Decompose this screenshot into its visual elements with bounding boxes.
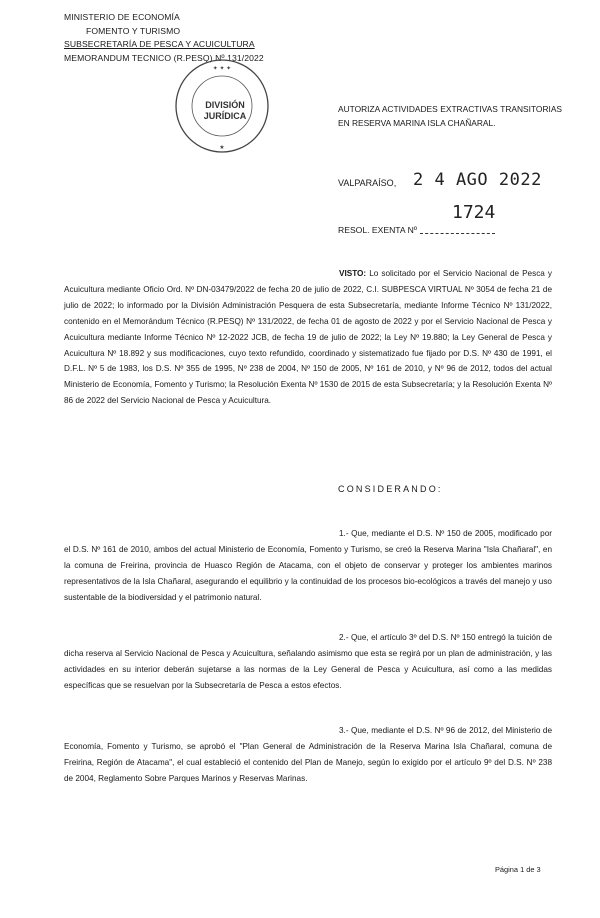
subsecretaria-name: SUBSECRETARÍA DE PESCA Y ACUICULTURA <box>64 39 255 49</box>
considerando-item-text: 2.- Que, el artículo 3º del D.S. Nº 150 entregó la tuición de dicha reserva al Servicio Nacional de Pesca y Acuicultura, señalando asimismo que esta se regirá por un plan de administración, y las actividades en su interior deberán sujetarse a las normas de la Ley General de Pesca y Acuicultura, así como a las medidas específicas que se resuelvan por la Subsecretaría de Pesca a estos efectos. <box>64 633 552 690</box>
considerando-item <box>64 526 552 606</box>
considerando-item <box>64 630 552 694</box>
considerando-item-text: 1.- Que, mediante el D.S. Nº 150 de 2005, modificado por el D.S. Nº 161 de 2010, ambos del actual Ministerio de Economía, Fomento y Turismo, se creó la Reserva Marina "Isla Chañaral", en la comuna de Freirina, provincia de Huasco Región de Atacama, con el objeto de conservar y proteger los ambientes marinos representativos de la Isla Chañaral, asegurando el equilibrio y la continuidad de los procesos bio-ecológicos a través del manejo y uso sustentable de la biodiversidad y el patrimonio natural. <box>64 529 552 602</box>
stamp-label <box>200 100 250 122</box>
resolution-number-line <box>420 225 495 234</box>
resolution-label: RESOL. EXENTA Nº <box>338 225 417 235</box>
considerando-item-text: 3.- Que, mediante el D.S. Nº 96 de 2012, del Ministerio de Economía, Fomento y Turismo, se aprobó el "Plan General de Administración de la Reserva Marina Isla Chañaral, comuna de Freirina, Región de Atacama", el cual estableció el contenido del Plan de Manejo, según lo exigido por el artículo 9º del D.S. Nº 238 de 2004, Reglamento Sobre Parques Marinos y Reservas Marinas. <box>64 726 552 783</box>
visto-paragraph <box>64 266 552 409</box>
svg-text:★: ★ <box>219 145 225 151</box>
considerando-heading: CONSIDERANDO: <box>338 484 443 494</box>
resolution-subject: AUTORIZA ACTIVIDADES EXTRACTIVAS TRANSITORIAS EN RESERVA MARINA ISLA CHAÑARAL. <box>338 104 562 128</box>
svg-text:✦ ✦ ✦: ✦ ✦ ✦ <box>212 66 232 72</box>
visto-title: VISTO: <box>339 269 367 278</box>
resolution-number: 1724 <box>452 202 496 223</box>
memo-reference: MEMORANDUM TECNICO (R.PESQ) Nº 131/2022 <box>64 52 264 63</box>
stamp-line-2: JURÍDICA <box>203 111 247 121</box>
ministry-name-line2: FOMENTO Y TURISMO <box>86 25 181 36</box>
considerando-item <box>64 723 552 787</box>
resolution-label-row <box>338 225 495 235</box>
visto-text: Lo solicitado por el Servicio Nacional de Pesca y Acuicultura mediante Oficio Ord. Nº DN-03479/2022 de fecha 20 de julio de 2022, C.I. SUBPESCA VIRTUAL Nº 3054 de fecha 21 de julio de 2022; lo informado por la División Administración Pesquera de esta Subsecretaría, mediante Informe Técnico Nº 131/2022, contenido en el Memorándum Técnico (R.PESQ) Nº 131/2022, de fecha 01 de agosto de 2022 y por el Servicio Nacional de Pesca y Acuicultura mediante Informe Técnico Nº 12-2022 JCB, de fecha 19 de julio de 2022; la Ley Nº 19.880; la Ley General de Pesca y Acuicultura Nº 18.892 y sus modificaciones, cuyo texto refundido, coordinado y sistematizado fue fijado por D.S. Nº 430 de 1991, el D.F.L. Nº 5 de 1983, los D.S. Nº 355 de 1995, Nº 238 de 2004, Nº 150 de 2005, Nº 161 de 2010, y Nº 96 de 2012, todos del actual Ministerio de Economía, Fomento y Turismo; la Resolución Exenta Nº 1530 de 2015 de esta Subsecretaría; y la Resolución Exenta Nº 86 de 2022 del Servicio Nacional de Pesca y Acuicultura. <box>64 269 552 406</box>
ministry-name: MINISTERIO DE ECONOMÍA <box>64 12 180 22</box>
stamp-line-1: DIVISIÓN <box>205 100 245 110</box>
date-stamp: 2 4 AGO 2022 <box>413 170 542 190</box>
page-number: Página 1 de 3 <box>495 865 541 874</box>
city: VALPARAÍSO, <box>338 178 397 188</box>
